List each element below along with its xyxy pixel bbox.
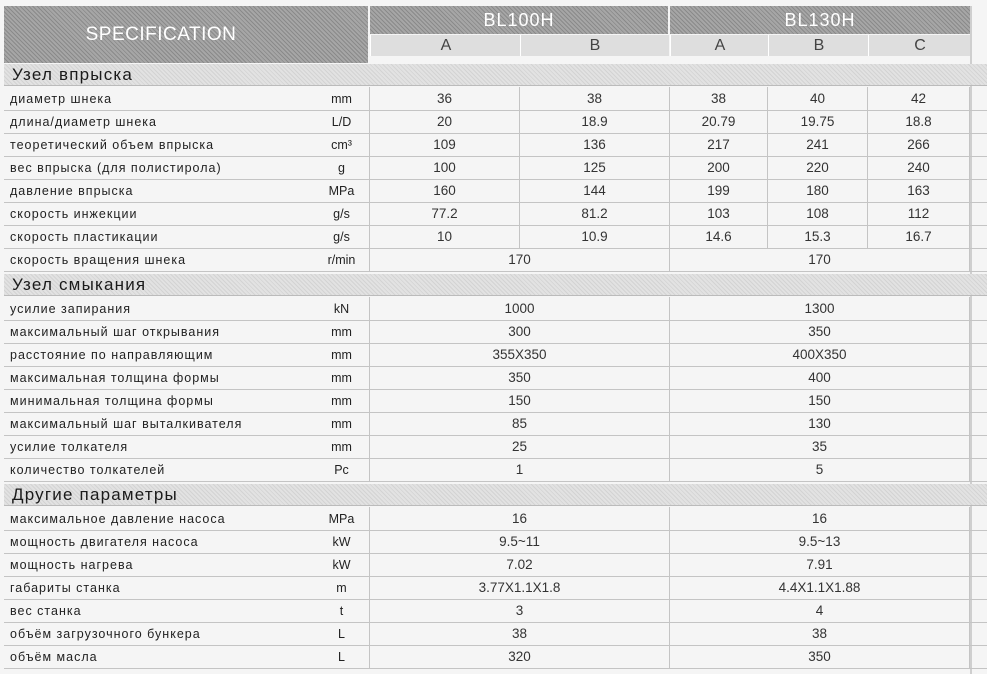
value-cell: 170 (670, 248, 970, 271)
value-cell: 85 (370, 412, 670, 435)
value-cell: 38 (520, 87, 670, 110)
value-cell: 38 (370, 622, 670, 645)
value-cell: 350 (670, 645, 970, 668)
table-row (4, 389, 987, 413)
row-unit: g/s (314, 225, 370, 248)
section-title: Узел впрыска (4, 64, 987, 86)
value-cell: 150 (370, 389, 670, 412)
value-cell: 7.91 (670, 553, 970, 576)
value-cell: 170 (370, 248, 670, 271)
section-title: Другие параметры (4, 484, 987, 506)
value-cell: 10 (370, 225, 520, 248)
value-cell: 7.02 (370, 553, 670, 576)
table-row (4, 110, 987, 134)
row-unit: g/s (314, 202, 370, 225)
row-unit: m (314, 576, 370, 599)
row-label: максимальное давление насоса (10, 511, 226, 526)
row-label: давление впрыска (10, 183, 134, 198)
value-cell: 112 (868, 202, 970, 225)
table-row (4, 248, 987, 272)
value-cell: 20.79 (670, 110, 768, 133)
value-cell: 42 (868, 87, 970, 110)
value-cell: 217 (670, 133, 768, 156)
row-label: вес станка (10, 603, 82, 618)
table-row (4, 179, 987, 203)
value-cell: 300 (370, 320, 670, 343)
value-cell: 3.77X1.1X1.8 (370, 576, 670, 599)
row-label: вес впрыска (для полистирола) (10, 160, 222, 175)
row-label: мощность нагрева (10, 557, 134, 572)
value-cell: 4.4X1.1X1.88 (670, 576, 970, 599)
row-unit: kW (314, 530, 370, 553)
value-cell: 18.9 (520, 110, 670, 133)
table-row (4, 645, 987, 669)
row-label: мощность двигателя насоса (10, 534, 199, 549)
model-header-bl100h: BL100H (370, 6, 668, 34)
model-header-bl130h: BL130H (670, 6, 970, 34)
value-cell: 38 (670, 87, 768, 110)
value-cell: 130 (670, 412, 970, 435)
row-unit: mm (314, 389, 370, 412)
row-unit: mm (314, 87, 370, 110)
row-unit: mm (314, 320, 370, 343)
row-unit: mm (314, 366, 370, 389)
row-unit: mm (314, 412, 370, 435)
value-cell: 350 (370, 366, 670, 389)
value-cell: 350 (670, 320, 970, 343)
row-label: скорость вращения шнека (10, 252, 187, 267)
value-cell: 240 (868, 156, 970, 179)
value-cell: 1300 (670, 297, 970, 320)
value-cell: 200 (670, 156, 768, 179)
row-label: минимальная толщина формы (10, 393, 214, 408)
row-label: максимальный шаг выталкивателя (10, 416, 243, 431)
row-unit: cm³ (314, 133, 370, 156)
row-label: максимальная толщина формы (10, 370, 220, 385)
value-cell: 400X350 (670, 343, 970, 366)
value-cell: 1000 (370, 297, 670, 320)
value-cell: 199 (670, 179, 768, 202)
spec-header: SPECIFICATION (4, 6, 368, 63)
value-cell: 36 (370, 87, 520, 110)
value-cell: 100 (370, 156, 520, 179)
table-row (4, 458, 987, 482)
value-cell: 15.3 (768, 225, 868, 248)
value-cell: 355X350 (370, 343, 670, 366)
row-unit: L (314, 645, 370, 668)
table-row (4, 343, 987, 367)
row-label: усилие запирания (10, 301, 132, 316)
row-label: объём загрузочного бункера (10, 626, 201, 641)
table-row (4, 576, 987, 600)
value-cell: 144 (520, 179, 670, 202)
row-label: максимальный шаг открывания (10, 324, 221, 339)
row-unit: L/D (314, 110, 370, 133)
value-cell: 136 (520, 133, 670, 156)
row-label: усилие толкателя (10, 439, 129, 454)
table-row (4, 87, 987, 111)
row-label: объём масла (10, 649, 98, 664)
row-label: длина/диаметр шнека (10, 114, 157, 129)
variant-header-bl130h-b: B (768, 35, 869, 56)
row-label: габариты станка (10, 580, 121, 595)
row-unit: mm (314, 343, 370, 366)
row-unit: Pc (314, 458, 370, 481)
row-label: скорость инжекции (10, 206, 138, 221)
value-cell: 19.75 (768, 110, 868, 133)
value-cell: 35 (670, 435, 970, 458)
value-cell: 163 (868, 179, 970, 202)
row-label: скорость пластикации (10, 229, 159, 244)
value-cell: 320 (370, 645, 670, 668)
value-cell: 1 (370, 458, 670, 481)
row-label: диаметр шнека (10, 91, 113, 106)
value-cell: 400 (670, 366, 970, 389)
value-cell: 241 (768, 133, 868, 156)
value-cell: 16 (370, 507, 670, 530)
value-cell: 103 (670, 202, 768, 225)
row-unit: t (314, 599, 370, 622)
row-unit: r/min (314, 248, 370, 271)
variant-header-bl130h-c: C (868, 35, 971, 56)
value-cell: 180 (768, 179, 868, 202)
row-label: теоретический объем впрыска (10, 137, 215, 152)
value-cell: 77.2 (370, 202, 520, 225)
table-row (4, 202, 987, 226)
value-cell: 38 (670, 622, 970, 645)
table-row (4, 297, 987, 321)
value-cell: 40 (768, 87, 868, 110)
table-row (4, 225, 987, 249)
row-unit: MPa (314, 507, 370, 530)
row-unit: mm (314, 435, 370, 458)
table-row (4, 366, 987, 390)
value-cell: 16.7 (868, 225, 970, 248)
value-cell: 14.6 (670, 225, 768, 248)
row-label: количество толкателей (10, 462, 166, 477)
variant-header-bl100h-a: A (370, 35, 521, 56)
value-cell: 16 (670, 507, 970, 530)
table-row (4, 622, 987, 646)
variant-header-bl100h-b: B (520, 35, 669, 56)
value-cell: 10.9 (520, 225, 670, 248)
value-cell: 4 (670, 599, 970, 622)
value-cell: 9.5~11 (370, 530, 670, 553)
table-row (4, 530, 987, 554)
row-unit: g (314, 156, 370, 179)
table-row (4, 412, 987, 436)
variant-header-bl130h-a: A (670, 35, 769, 56)
value-cell: 20 (370, 110, 520, 133)
row-unit: MPa (314, 179, 370, 202)
table-row (4, 507, 987, 531)
value-cell: 81.2 (520, 202, 670, 225)
value-cell: 3 (370, 599, 670, 622)
value-cell: 125 (520, 156, 670, 179)
section-title: Узел смыкания (4, 274, 987, 296)
value-cell: 160 (370, 179, 520, 202)
table-row (4, 320, 987, 344)
value-cell: 266 (868, 133, 970, 156)
value-cell: 150 (670, 389, 970, 412)
table-row (4, 553, 987, 577)
value-cell: 109 (370, 133, 520, 156)
value-cell: 220 (768, 156, 868, 179)
value-cell: 5 (670, 458, 970, 481)
table-row (4, 599, 987, 623)
table-row (4, 133, 987, 157)
value-cell: 18.8 (868, 110, 970, 133)
table-row (4, 156, 987, 180)
value-cell: 9.5~13 (670, 530, 970, 553)
value-cell: 25 (370, 435, 670, 458)
row-unit: kN (314, 297, 370, 320)
table-row (4, 435, 987, 459)
value-cell: 108 (768, 202, 868, 225)
row-unit: kW (314, 553, 370, 576)
row-label: расстояние по направляющим (10, 347, 214, 362)
row-unit: L (314, 622, 370, 645)
